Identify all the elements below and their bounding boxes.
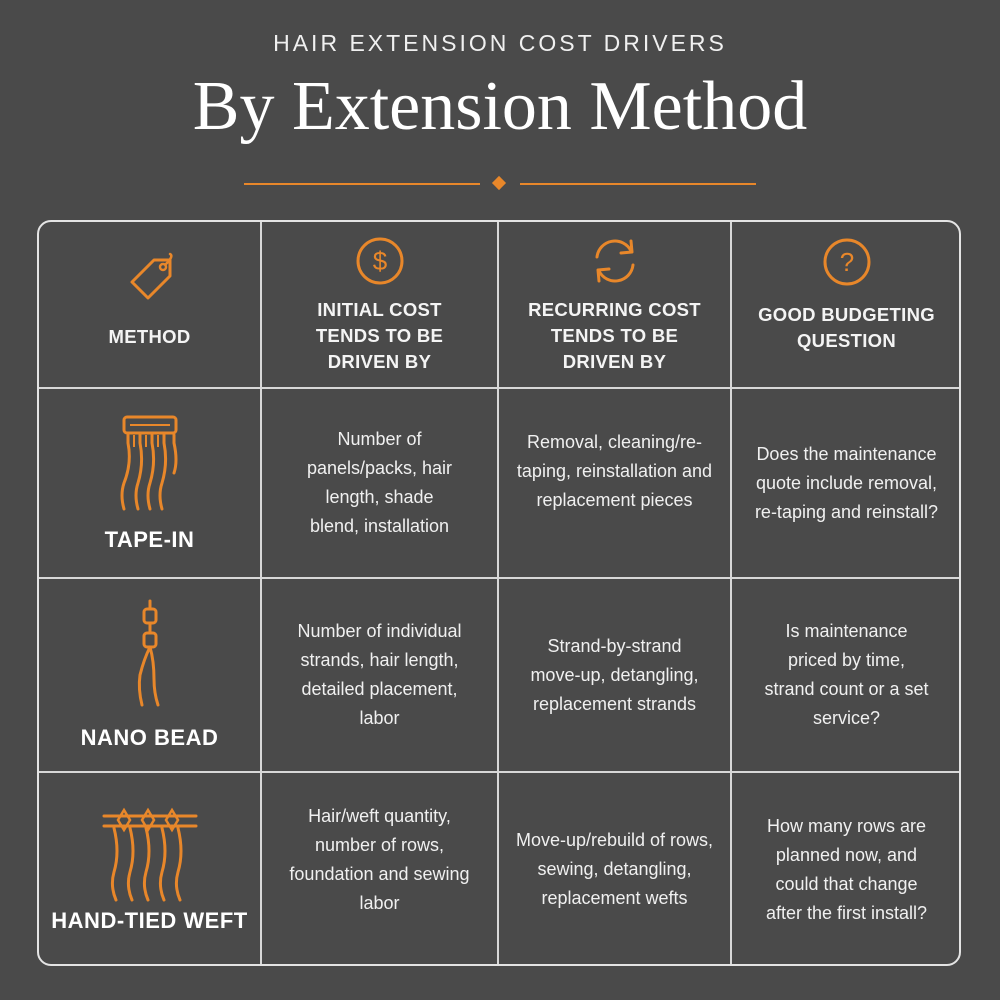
header-cell-initial <box>262 222 497 387</box>
budget-question-cell <box>732 579 961 771</box>
header-cell-question <box>732 222 961 387</box>
recurring-cost-text: Removal, cleaning/re-taping, reinstallation and replacement pieces <box>516 431 713 510</box>
hand-tied-weft-icon <box>100 806 200 902</box>
budget-question-cell <box>732 773 961 966</box>
header-cell-method <box>39 222 260 387</box>
header-label-question: GOOD BUDGETING QUESTION <box>758 303 935 351</box>
budget-question-text: Is maintenance priced by time, strand count or a set service? <box>764 621 929 728</box>
recurring-cost-cell <box>499 773 730 966</box>
budget-question-cell <box>732 389 961 577</box>
dollar-circle-icon <box>354 235 406 287</box>
initial-cost-cell <box>262 773 497 966</box>
initial-cost-text: Hair/weft quantity, number of rows, foundation and sewing labor <box>289 805 470 913</box>
initial-cost-cell <box>262 389 497 577</box>
initial-cost-cell <box>262 579 497 771</box>
method-cell-hand-tied-weft <box>39 773 260 966</box>
initial-cost-text: Number of panels/packs, hair length, shade blend, installation <box>306 429 453 536</box>
recurring-cost-text: Move-up/rebuild of rows, sewing, detangling, replacement wefts <box>515 830 714 908</box>
method-label: NANO BEAD <box>80 725 219 750</box>
header-cell-recurring <box>499 222 730 387</box>
method-label: HAND-TIED WEFT <box>51 907 248 933</box>
title-divider-left <box>244 183 480 185</box>
price-tag-icon <box>120 252 180 308</box>
recurring-cost-text: Strand-by-strand move-up, detangling, replacement strands <box>530 635 699 714</box>
svg-text:$: $ <box>372 245 387 276</box>
recurring-cost-cell <box>499 579 730 771</box>
question-circle-icon <box>821 236 873 288</box>
header-kicker: HAIR EXTENSION COST DRIVERS <box>273 30 727 56</box>
initial-cost-text: Number of individual strands, hair length, detailed placement, labor <box>297 621 462 728</box>
method-cell-tape-in <box>39 389 260 577</box>
header-label-method: METHOD <box>108 325 191 347</box>
method-cell-nano-bead <box>39 579 260 771</box>
method-label: TAPE-IN <box>104 527 195 552</box>
title-divider-diamond <box>492 176 506 190</box>
svg-text:?: ? <box>839 246 854 277</box>
cost-drivers-table <box>37 220 961 966</box>
header-label-initial: INITIAL COST TENDS TO BE DRIVEN BY <box>315 298 444 372</box>
budget-question-text: How many rows are planned now, and could that change after the first install? <box>765 815 928 923</box>
header-label-recurring: RECURRING COST TENDS TO BE DRIVEN BY <box>528 298 701 372</box>
page-title: By Extension Method <box>192 68 808 145</box>
tape-in-icon <box>110 413 190 513</box>
title-divider-right <box>520 183 756 185</box>
budget-question-text: Does the maintenance quote include removal, re-taping and reinstall? <box>754 443 939 522</box>
recurring-cost-cell <box>499 389 730 577</box>
recurring-arrows-icon <box>587 235 643 287</box>
nano-bead-icon <box>130 599 170 709</box>
